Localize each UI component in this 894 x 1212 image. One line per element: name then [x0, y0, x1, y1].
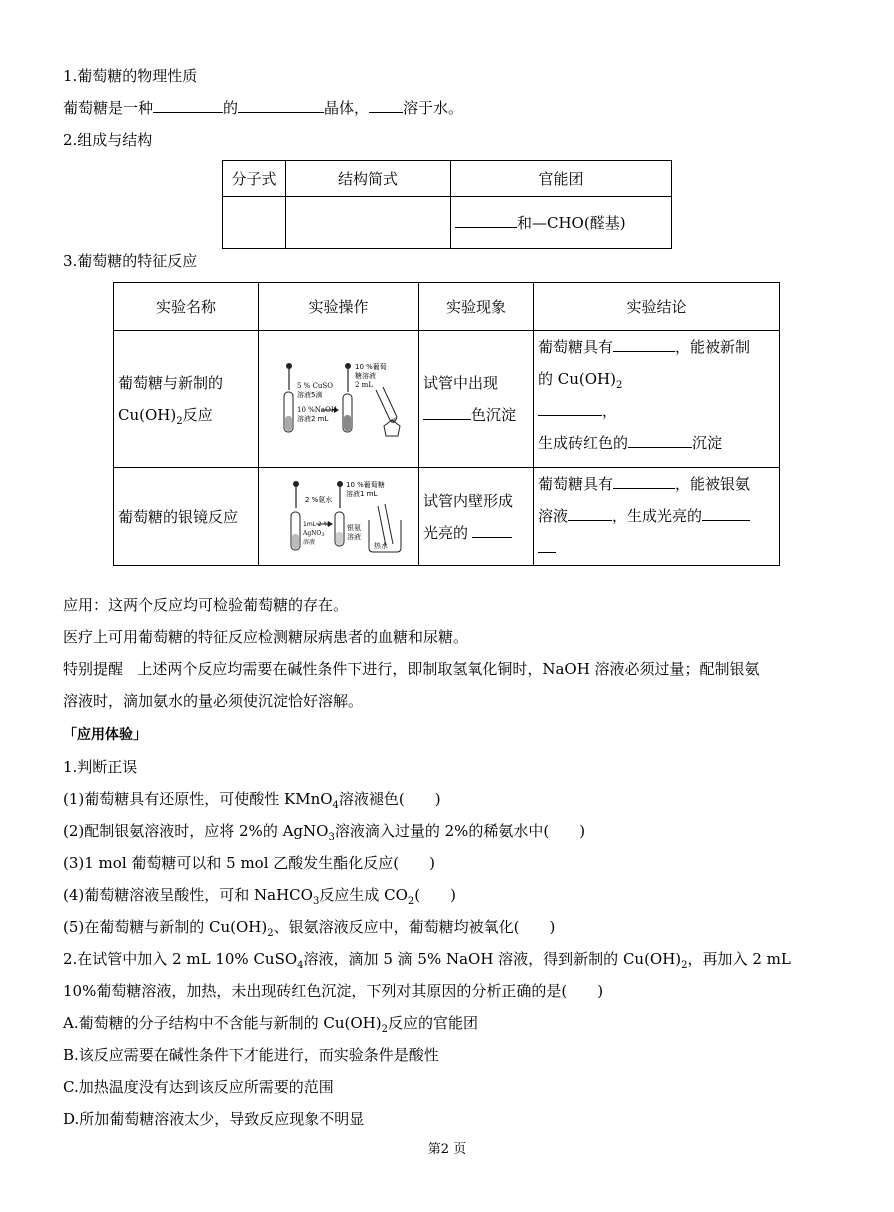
text-part: 试管内壁形成	[423, 491, 514, 510]
subscript: 2	[681, 960, 688, 971]
judge-item-1	[63, 789, 441, 809]
subscript: 2	[381, 1024, 388, 1035]
row2-phenomenon	[419, 468, 534, 566]
row1-conclusion	[534, 331, 780, 468]
fig-label: 银氨	[347, 523, 361, 532]
text-part: (2)配制银氨溶液时，应将 2%的 AgNO	[63, 822, 329, 840]
text-part: A.葡萄糖的分子结构中不含能与新制的 Cu(OH)	[63, 1014, 382, 1032]
row1-name-line1: 葡萄糖与新制的	[118, 374, 224, 392]
text-part: ( )	[414, 886, 456, 904]
option-a[interactable]	[63, 1013, 478, 1033]
section-2-title: 2.组成与结构	[63, 131, 153, 149]
text-part: 沉淀	[692, 434, 723, 452]
header-exp-name: 实验名称	[114, 283, 259, 331]
silver-mirror-apparatus-figure	[266, 478, 411, 556]
text-part: 反应生成 CO	[319, 886, 408, 904]
section-1-title: 1.葡萄糖的物理性质	[63, 67, 198, 85]
fill-blank[interactable]	[613, 337, 675, 352]
text-part: ，生成光亮的	[612, 507, 703, 525]
fig-label-part: AgNO	[303, 529, 322, 537]
practice-heading: 「应用体验」	[63, 727, 147, 743]
subscript: 4	[332, 800, 339, 811]
option-d[interactable]: D.所加葡萄糖溶液太少，导致反应现象不明显	[63, 1110, 365, 1128]
text-part: 的 Cu(OH)	[538, 370, 616, 388]
text-part: ，能被银氨	[675, 475, 751, 493]
fig-label: 溶液2 mL	[297, 415, 329, 423]
special-tip	[63, 659, 760, 679]
text-part: ，	[602, 402, 618, 420]
text-part: ，再加入 2 mL	[687, 950, 791, 968]
text-part: 、银氨溶液反应中，葡萄糖均被氧化( )	[273, 918, 556, 936]
text-part: 2.在试管中加入 2 mL 10% CuSO	[63, 950, 298, 968]
subscript: 3	[321, 531, 325, 538]
fig-label: 溶液5滴	[297, 391, 323, 399]
text-part: 光亮的	[423, 523, 469, 542]
cell-formula[interactable]	[223, 197, 286, 249]
subscript: 3	[312, 896, 320, 907]
text-part: 溶于水。	[403, 99, 464, 117]
text-part: ，能被新制	[675, 338, 751, 356]
text-part: (4)葡萄糖溶液呈酸性，可和 NaHCO	[63, 886, 313, 904]
subscript: 2	[616, 380, 623, 391]
section-3-title: 3.葡萄糖的特征反应	[63, 252, 198, 270]
row1-phen-line2: 色沉淀	[471, 406, 517, 424]
row2-name: 葡萄糖的银镜反应	[114, 468, 259, 566]
header-exp-phenomenon: 实验现象	[419, 283, 534, 331]
page-number: 第2 页	[427, 1142, 467, 1157]
row1-phen-line1: 试管中出现	[423, 374, 499, 392]
subscript: 3	[328, 832, 335, 843]
cell-functional-group	[451, 197, 672, 249]
special-tip-cont: 溶液时，滴加氨水的量必须使沉淀恰好溶解。	[63, 692, 364, 710]
text-part: 反应的官能团	[387, 1014, 478, 1032]
row2-operation-figure	[259, 468, 419, 566]
fig-label: 溶液	[303, 538, 316, 546]
fig-label: 溶液1 mL	[346, 489, 378, 498]
fig-label: 糖溶液	[355, 372, 376, 380]
subscript: 2	[176, 416, 183, 427]
fig-label	[302, 530, 325, 538]
fill-blank[interactable]	[568, 506, 612, 521]
cell-structure[interactable]	[286, 197, 451, 249]
header-exp-operation: 实验操作	[259, 283, 419, 331]
row2-conclusion	[534, 468, 780, 566]
fig-label: 热水	[374, 541, 388, 550]
option-b[interactable]: B.该反应需要在碱性条件下才能进行，而实验条件是酸性	[63, 1046, 439, 1064]
question-2-line1	[63, 949, 791, 969]
judge-item-5	[63, 917, 555, 937]
fig-label: 溶液	[347, 532, 361, 541]
subscript: 4	[297, 960, 304, 971]
fill-blank[interactable]	[472, 523, 512, 538]
fig-label: 1mL 2 %	[303, 520, 330, 528]
fig-label: 2 %氨水	[305, 495, 333, 504]
header-formula: 分子式	[223, 161, 286, 197]
row1-name-tail: 反应	[182, 406, 213, 424]
option-c[interactable]: C.加热温度没有达到该反应所需要的范围	[63, 1078, 334, 1096]
fig-label: 5 % CuSO	[297, 382, 333, 390]
text-part: 晶体，	[324, 99, 370, 117]
text-part: (1)葡萄糖具有还原性，可使酸性 KMnO	[63, 790, 333, 808]
row1-operation-figure	[259, 331, 419, 468]
text-part: 葡萄糖具有	[538, 338, 614, 356]
row1-name-formula: Cu(OH)	[118, 406, 177, 424]
fig-label: 10 %葡萄	[355, 363, 387, 371]
fig-label: 10 %NaOH	[297, 406, 337, 414]
subscript: 2	[267, 928, 274, 939]
section-1-text	[63, 98, 463, 118]
text-part: 葡萄糖是一种	[63, 99, 154, 117]
row1-phenomenon	[419, 331, 534, 468]
judge-item-4	[63, 885, 456, 905]
fill-blank[interactable]	[628, 433, 692, 448]
fill-blank[interactable]	[702, 506, 750, 521]
judge-item-2	[63, 821, 585, 841]
fill-blank[interactable]	[153, 98, 223, 113]
fill-blank[interactable]	[455, 213, 517, 228]
fig-label: 10 %葡萄糖	[346, 480, 385, 489]
reaction-table	[113, 282, 780, 566]
text-part: 生成砖红色的	[538, 434, 629, 452]
tip-label: 特别提醒	[63, 660, 124, 678]
fig-label: 2 mL	[355, 381, 373, 389]
text-part: 溶液褪色( )	[338, 790, 441, 808]
fg-tail: 和—CHO(醛基)	[517, 213, 626, 232]
medical-note: 医疗上可用葡萄糖的特征反应检测糖尿病患者的血糖和尿糖。	[63, 628, 469, 646]
application-note: 应用：这两个反应均可检验葡萄糖的存在。	[63, 596, 349, 614]
fill-blank[interactable]	[613, 474, 675, 489]
fill-blank[interactable]	[369, 98, 403, 113]
header-functional-group: 官能团	[451, 161, 672, 197]
judge-item-3: (3)1 mol 葡萄糖可以和 5 mol 乙酸发生酯化反应( )	[63, 854, 435, 872]
text-part: 葡萄糖具有	[538, 475, 614, 493]
text-part: 溶液滴入过量的 2%的稀氨水中( )	[334, 822, 586, 840]
question-2-line2: 10%葡萄糖溶液，加热，未出现砖红色沉淀，下列对其原因的分析正确的是( )	[63, 982, 604, 1000]
fill-blank[interactable]	[538, 538, 556, 553]
text-part: (5)在葡萄糖与新制的 Cu(OH)	[63, 918, 268, 936]
fill-blank[interactable]	[238, 98, 324, 113]
q1-title: 1.判断正误	[63, 758, 138, 776]
cu-oh2-apparatus-figure	[266, 360, 411, 438]
tip-text: 上述两个反应均需要在碱性条件下进行，即制取氢氧化铜时，NaOH 溶液必须过量；配制银氨	[137, 660, 760, 678]
fill-blank[interactable]	[538, 401, 602, 416]
text-part: 溶液	[538, 507, 569, 525]
header-exp-conclusion: 实验结论	[534, 283, 780, 331]
fill-blank[interactable]	[423, 405, 471, 420]
structure-table	[222, 160, 672, 249]
text-part: 的	[223, 99, 239, 117]
row1-name	[114, 331, 259, 468]
text-part: 溶液，滴加 5 滴 5% NaOH 溶液，得到新制的 Cu(OH)	[303, 950, 682, 968]
subscript: 2	[407, 896, 415, 907]
header-structure: 结构简式	[286, 161, 451, 197]
